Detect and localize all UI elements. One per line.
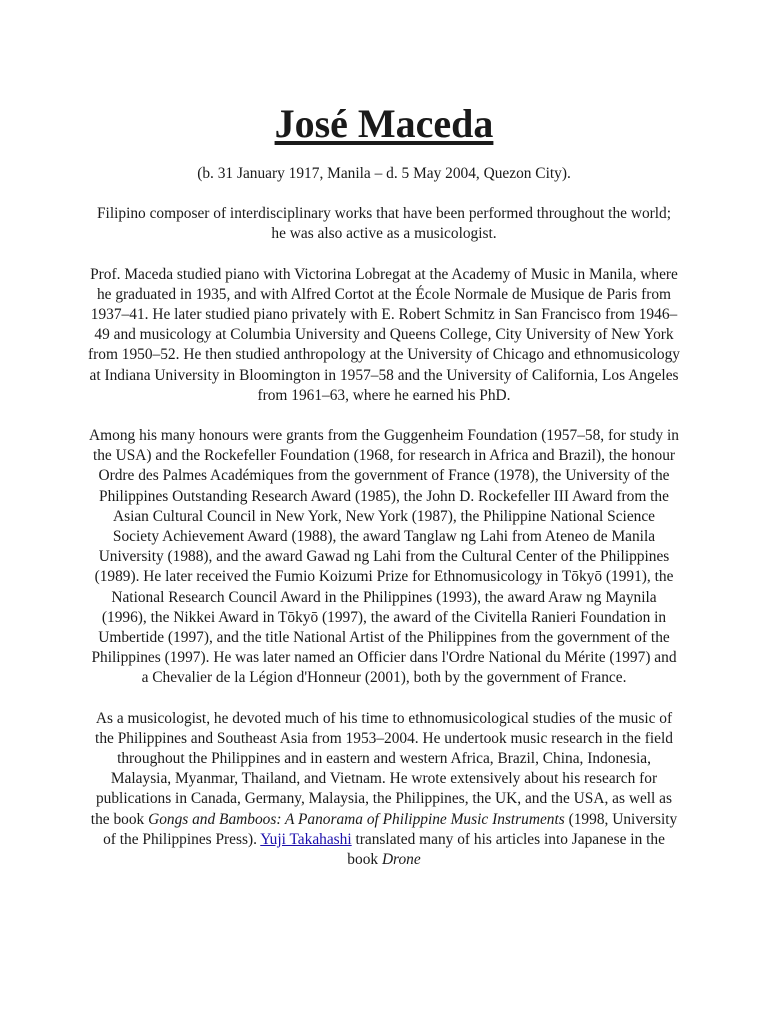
page-title: José Maceda xyxy=(274,101,494,146)
musicology-paragraph xyxy=(88,709,680,871)
lifespan-paragraph: (b. 31 January 1917, Manila – d. 5 May 2004, Quezon City). xyxy=(197,165,571,182)
book-title-gongs-and-bamboos: Gongs and Bamboos: A Panorama of Philippine Music Instruments xyxy=(148,810,565,828)
musicology-text-3: translated many of his articles into Japanese in the book xyxy=(347,830,665,869)
education-paragraph: Prof. Maceda studied piano with Victorina Lobregat at the Academy of Music in Manila, where he graduated in 1935, and with Alfred Cortot at the École Normale de Musique de Paris from 1937–41. He later studied piano privately with E. Robert Schmitz in San Francisco from 1946–49 and musicology at Columbia University and Queens College, City University of New York from 1950–52. He then studied anthropology at the University of Chicago and ethnomusicology at Indiana University in Bloomington in 1957–58 and the University of California, Los Angeles from 1961–63, where he earned his PhD. xyxy=(88,265,681,404)
musicology-text-2: (1998, University of the Philippines Press). xyxy=(103,810,678,848)
musicology-text-1: As a musicologist, he devoted much of his time to ethnomusicological studies of the music of the Philippines and Southeast Asia from 1953–2004. He undertook music research in the field throughout the Philippines and in eastern and western Africa, Brazil, China, Indonesia, Malaysia, Myanmar, Thailand, and Vietnam. He wrote extensively about his research for publications in Canada, Germany, Malaysia, the Philippines, the UK, and the USA, as well as the book xyxy=(90,709,673,828)
intro-paragraph: Filipino composer of interdisciplinary works that have been performed throughout the world; he was also active as a musicologist. xyxy=(96,205,672,243)
yuji-takahashi-link[interactable]: Yuji Takahashi xyxy=(260,830,352,848)
book-title-drone: Drone xyxy=(381,851,421,869)
article-body xyxy=(88,164,680,890)
honours-paragraph: Among his many honours were grants from the Guggenheim Foundation (1957–58, for study in the USA) and the Rockefeller Foundation (1968, for research in Africa and Brazil), the honour Ordre des Palmes Académiques from the government of France (1978), the University of the Philippines Outstanding Research Award (1985), the John D. Rockefeller III Award from the Asian Cultural Council in New York, New York (1987), the Philippine National Science Society Achievement Award (1988), the award Tanglaw ng Lahi from Ateneo de Manila University (1988), and the award Gawad ng Lahi from the Cultural Center of the Philippines (1989). He later received the Fumio Koizumi Prize for Ethnomusicology in Tōkyō (1991), the National Research Council Award in the Philippines (1993), the award Araw ng Maynila (1996), the Nikkei Award in Tōkyō (1997), the award of the Civitella Ranieri Foundation in Umbertide (1997), and the title National Artist of the Philippines from the government of the Philippines (1997). He was later named an Officier dans l'Ordre National du Mérite (1997) and a Chevalier de la Légion d'Honneur (2001), both by the government of France. xyxy=(89,427,679,687)
